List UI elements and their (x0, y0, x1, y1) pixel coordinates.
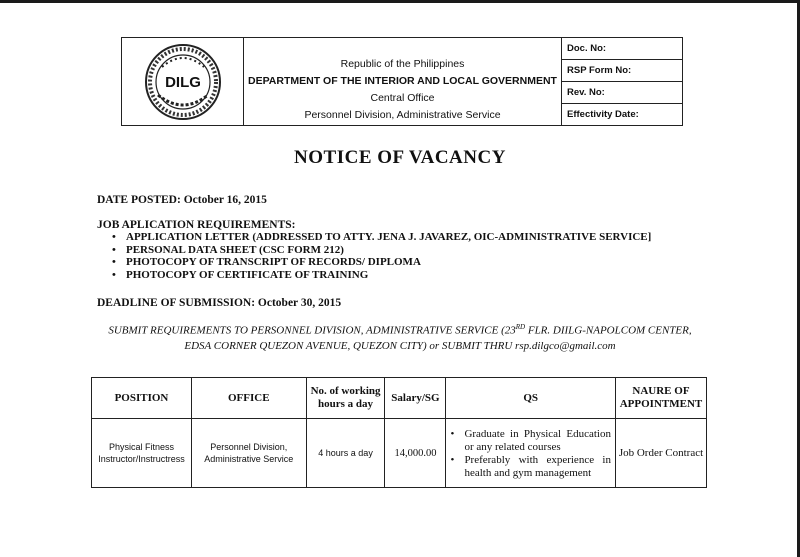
cell-appointment: Job Order Contract (615, 419, 706, 488)
logo-text: DILG (164, 73, 201, 91)
col-header-salary: Salary/SG (385, 378, 446, 419)
submit-text-2: FLR. DIILG-NAPOLCOM CENTER, (525, 324, 692, 337)
submit-sup: RD (515, 323, 526, 331)
list-item: • PHOTOCOPY OF CERTIFICATE OF TRAINING (112, 269, 651, 282)
logo-cell (122, 38, 244, 125)
date-posted: DATE POSTED: October 16, 2015 (97, 194, 267, 206)
qs-item: • Preferably with experience in health and gym management (450, 454, 611, 480)
agency-info (244, 38, 562, 125)
office-line: Central Office (370, 92, 435, 104)
cell-position: Physical Fitness Instructor/Instructress (92, 419, 192, 488)
requirements-heading: JOB APLICATION REQUIREMENTS: (97, 219, 296, 231)
table-header-row (92, 378, 707, 419)
department-name: DEPARTMENT OF THE INTERIOR AND LOCAL GOVERNMENT (248, 75, 557, 87)
scan-border-top (0, 0, 800, 3)
cell-qs (446, 419, 616, 488)
list-item: • PERSONAL DATA SHEET (CSC FORM 212) (112, 244, 651, 257)
document-header (121, 37, 683, 126)
cell-office: Personnel Division, Administrative Service (191, 419, 306, 488)
republic-line: Republic of the Philippines (340, 58, 465, 70)
col-header-position: POSITION (92, 378, 192, 419)
qs-item: • Graduate in Physical Education or any related courses (450, 428, 611, 454)
effectivity-field: Effectivity Date: (567, 109, 639, 120)
rev-no-field: Rev. No: (562, 82, 682, 104)
col-header-appointment: NAURE OF APPOINTMENT (615, 378, 706, 419)
col-header-hours: No. of working hours a day (306, 378, 385, 419)
submit-text-3: EDSA CORNER QUEZON AVENUE, QUEZON CITY) or SUBMIT THRU rsp.dilgco@gmail.com (184, 339, 616, 352)
submission-instructions (95, 320, 705, 354)
list-item: • APPLICATION LETTER (ADDRESSED TO ATTY. JENA J. JAVAREZ, OIC-ADMINISTRATIVE SERVICE] (112, 231, 651, 244)
dilg-seal-icon (144, 43, 222, 121)
col-header-office: OFFICE (191, 378, 306, 419)
vacancy-table (91, 377, 707, 488)
doc-no-field: Doc. No: (562, 38, 682, 60)
cell-hours: 4 hours a day (306, 419, 385, 488)
deadline: DEADLINE OF SUBMISSION: October 30, 2015 (97, 297, 342, 309)
requirements-list (112, 231, 651, 281)
cell-salary: 14,000.00 (385, 419, 446, 488)
col-header-qs: QS (446, 378, 616, 419)
doc-control-box (562, 38, 682, 125)
submit-text-1: SUBMIT REQUIREMENTS TO PERSONNEL DIVISION, ADMINISTRATIVE SERVICE (23 (108, 324, 516, 337)
list-item: • PHOTOCOPY OF TRANSCRIPT OF RECORDS/ DIPLOMA (112, 256, 651, 269)
division-line: Personnel Division, Administrative Service (304, 109, 501, 121)
page-title: NOTICE OF VACANCY (294, 147, 506, 168)
rsp-form-field: RSP Form No: (562, 60, 682, 82)
table-row (92, 419, 707, 488)
